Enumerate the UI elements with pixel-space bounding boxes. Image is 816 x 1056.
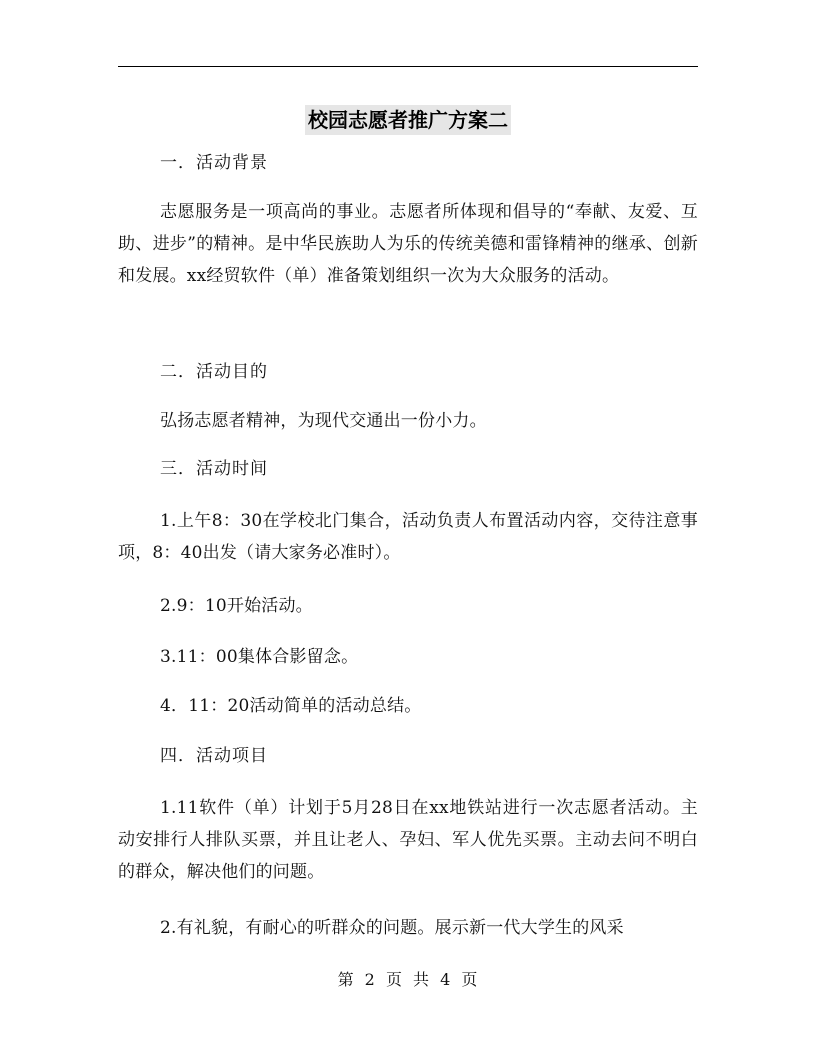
- paragraph-projects-item-1: 1.11软件（单）计划于5月28日在xx地铁站进行一次志愿者活动。主动安排行人排队买票，并且让老人、孕妇、军人优先买票。主动去问不明白的群众，解决他们的问题。: [118, 798, 698, 882]
- section-heading-projects: 四．活动项目: [160, 746, 268, 766]
- page-footer: 第 2 页 共 4 页: [337, 970, 479, 989]
- paragraph-purpose-text: 弘扬志愿者精神，为现代交通出一份小力。: [160, 411, 487, 431]
- document-title-wrapper: [0, 97, 816, 135]
- section-heading-time: 三．活动时间: [160, 459, 268, 479]
- paragraph-time-item-2: 2.9：10开始活动。: [160, 596, 313, 616]
- paragraph-time-item-1: 1.上午8：30在学校北门集合，活动负责人布置活动内容，交待注意事项，8：40出发（请大家务必准时）。: [118, 511, 698, 563]
- section-heading-background: 一．活动背景: [160, 153, 268, 173]
- paragraph-time-item-3: 3.11：00集体合影留念。: [160, 647, 359, 667]
- section-heading-purpose: 二．活动目的: [160, 362, 268, 382]
- paragraph-background-text: 志愿服务是一项高尚的事业。志愿者所体现和倡导的“奉献、友爱、互助、进步”的精神。是中华民族助人为乐的传统美德和雷锋精神的继承、创新和发展。xx经贸软件（单）准备策划组织一次为大众服务的活动。: [118, 202, 698, 286]
- paragraph-projects-item-2: 2.有礼貌，有耐心的听群众的问题。展示新一代大学生的风采: [160, 918, 624, 938]
- paragraph-time-item-4: 4．11：20活动简单的活动总结。: [160, 696, 422, 716]
- header-rule: [118, 66, 698, 67]
- document-title: 校园志愿者推广方案二: [305, 105, 511, 135]
